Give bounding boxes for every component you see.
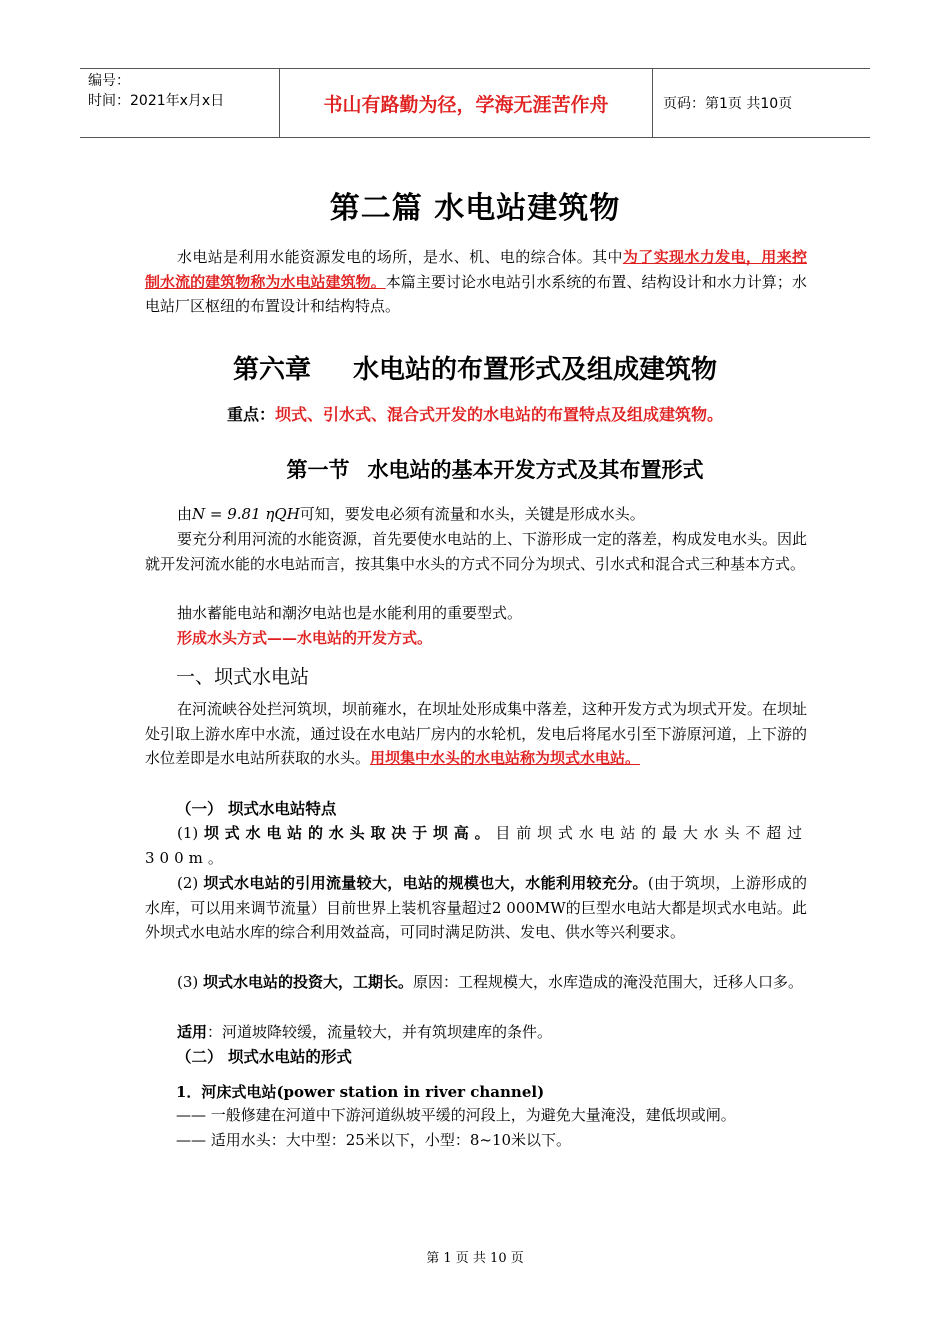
development-mode-note: 形成水头方式——水电站的开发方式。 xyxy=(177,629,433,647)
forms-heading: （二） 坝式水电站的形式 xyxy=(176,1047,352,1066)
feature-2-text: (由于筑坝，上游形成的水库，可以用来调节流量）目前世界上装机容量超过2 000MW的巨型水电站大都是坝式水电站。此外坝式水电站水库的综合利用效益高，可同时满足防洪、发电、供水等兴利要求。 xyxy=(145,874,807,941)
feature-2 xyxy=(145,871,807,945)
feature-1-number: (1) xyxy=(177,824,199,842)
riverbed-station-line-2: —— 适用水头：大中型：25米以下，小型：8~10米以下。 xyxy=(176,1131,572,1149)
page-footer: 第 1 页 共 10 页 xyxy=(426,1251,524,1266)
dam-station-paragraph xyxy=(145,697,807,771)
header-meta xyxy=(80,69,280,137)
section-number: 第一节 xyxy=(286,458,350,482)
feature-1 xyxy=(145,821,807,870)
feature-1-bold: 坝式水电站的水头取决于坝高。 xyxy=(203,824,496,842)
chapter-number: 第六章 xyxy=(232,355,311,385)
key-points-text: 坝式、引水式、混合式开发的水电站的布置特点及组成建筑物。 xyxy=(275,405,724,424)
dam-station-definition: 用坝集中水头的水电站称为坝式水电站。 xyxy=(370,749,641,767)
chapter-name: 水电站的布置形式及组成建筑物 xyxy=(353,355,718,385)
feature-2-bold: 坝式水电站的引用流量较大，电站的规模也大，水能利用较充分。 xyxy=(203,874,648,892)
feature-3-text: 原因：工程规模大，水库造成的淹没范围大，迁移人口多。 xyxy=(413,973,804,991)
formula-paragraph xyxy=(145,502,807,527)
applicability xyxy=(145,1020,807,1045)
chapter-heading xyxy=(0,349,950,386)
feature-1-text: 目前坝式水电站的最大水头不超过300m。 xyxy=(145,824,807,867)
applicability-label: 适用 xyxy=(177,1023,208,1041)
section-heading xyxy=(0,454,950,484)
key-points xyxy=(0,402,950,425)
dam-station-heading: 一、坝式水电站 xyxy=(176,666,310,688)
power-formula: N = 9.81 ηQH xyxy=(192,505,300,523)
section-name: 水电站的基本开发方式及其布置形式 xyxy=(367,458,704,482)
part-title: 第二篇 水电站建筑物 xyxy=(329,191,621,226)
riverbed-station-line-1: —— 一般修建在河道中下游河道纵坡平缓的河段上，为避免大量淹没，建低坝或闸。 xyxy=(176,1106,736,1124)
pumped-storage-paragraph: 抽水蓄能电站和潮汐电站也是水能利用的重要型式。 xyxy=(177,604,523,622)
page-header xyxy=(80,68,870,138)
key-points-label: 重点： xyxy=(226,405,275,424)
applicability-text: ：河道坡降较缓，流量较大，并有筑坝建库的条件。 xyxy=(207,1023,553,1041)
riverbed-station-heading: 1．河床式电站(power station in river channel) xyxy=(176,1083,545,1101)
formula-text-post: 可知，要发电必须有流量和水头，关键是形成水头。 xyxy=(299,505,645,523)
features-heading: （一） 坝式水电站特点 xyxy=(176,799,337,818)
dam-station-text: 在河流峡谷处拦河筑坝，坝前雍水，在坝址处形成集中落差，这种开发方式为坝式开发。在坝址处引取上游水库中水流，通过设在水电站厂房内的水轮机，发电后将尾水引至下游原河道，上下游的水位差即是水电站所获取的水头。 xyxy=(145,700,808,767)
intro-text-2: 本篇主要讨论水电站引水系统的布置、结构设计和水力计算；水电站厂区枢纽的布置设计和结构特点。 xyxy=(145,272,807,315)
header-page-info: 页码：第1页 共10页 xyxy=(663,96,793,112)
feature-2-number: (2) xyxy=(177,874,199,892)
header-number: 编号： xyxy=(88,73,130,89)
head-paragraph: 要充分利用河流的水能资源，首先要使水电站的上、下游形成一定的落差，构成发电水头。因此就开发河流水能的水电站而言，按其集中水头的方式不同分为坝式、引水式和混合式三种基本方式。 xyxy=(145,530,808,573)
feature-3-bold: 坝式水电站的投资大，工期长。 xyxy=(203,973,414,991)
header-motto: 书山有路勤为径，学海无涯苦作舟 xyxy=(280,69,653,137)
intro-highlight: 为了实现水力发电，用来控制水流的建筑物称为水电站建筑物。 xyxy=(145,248,807,291)
feature-3-number: (3) xyxy=(177,973,199,991)
header-time: 时间：2021年x月x日 xyxy=(88,93,225,109)
feature-3 xyxy=(145,970,807,995)
intro-text-1: 水电站是利用水能资源发电的场所，是水、机、电的综合体。其中 xyxy=(177,248,623,266)
intro-paragraph xyxy=(145,245,807,319)
formula-text-pre: 由 xyxy=(177,505,193,523)
